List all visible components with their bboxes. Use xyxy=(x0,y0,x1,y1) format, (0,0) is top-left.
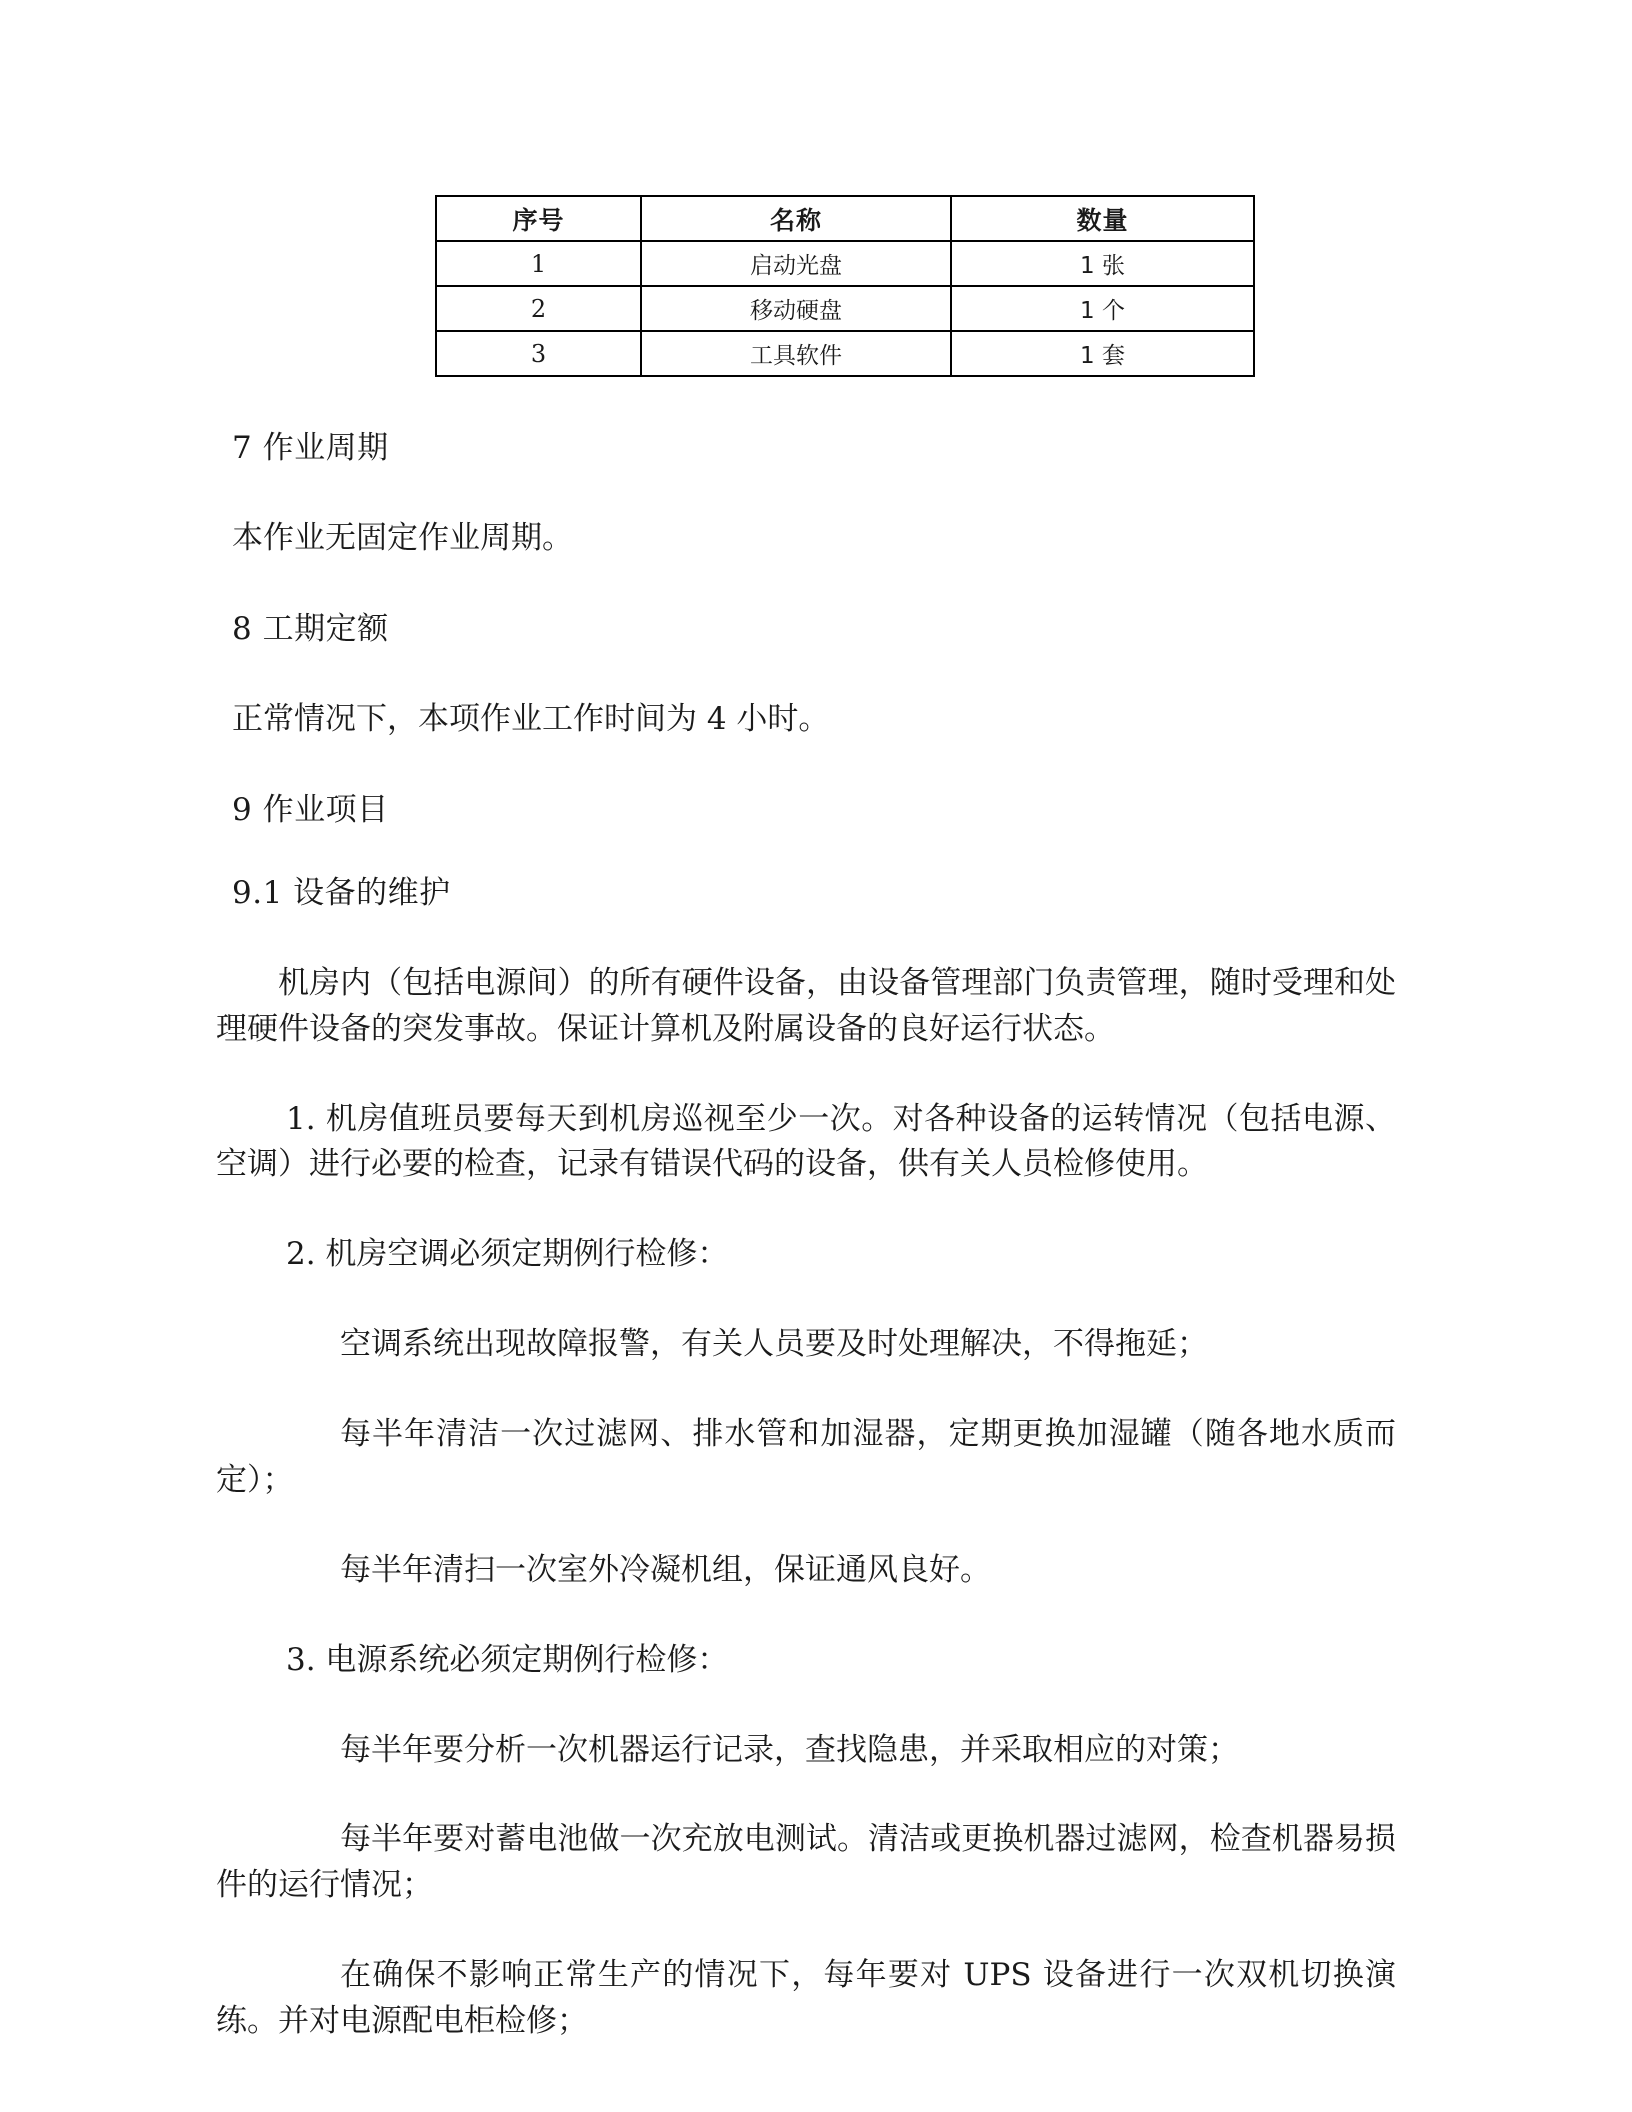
spacer xyxy=(216,562,1396,614)
spacer xyxy=(216,1909,1396,1953)
paragraph-section-7-body: 本作业无固定作业周期。 xyxy=(232,520,573,556)
cell-qty: 1 套 xyxy=(951,331,1254,376)
paragraph-9-1-intro: 机房内（包括电源间）的所有硬件设备，由设备管理部门负责管理，随时受理和处理硬件设备的突发事故。保证计算机及附属设备的良好运行状态。 xyxy=(216,964,1396,1047)
page-content xyxy=(216,0,1396,2045)
spacer xyxy=(216,645,1396,697)
list-item-3: 3. 电源系统必须定期例行检修： xyxy=(286,1641,729,1678)
cell-name: 移动硬盘 xyxy=(641,286,951,331)
table-row xyxy=(436,331,1254,376)
cell-no: 2 xyxy=(436,286,641,331)
list-item-1: 1. 机房值班员要每天到机房巡视至少一次。对各种设备的运转情况（包括电源、空调）进行必要的检查，记录有错误代码的设备，供有关人员检修使用。 xyxy=(216,1100,1396,1183)
spacer xyxy=(216,826,1396,878)
cell-no: 3 xyxy=(436,331,641,376)
column-header-no: 序号 xyxy=(436,196,641,241)
heading-section-8: 8 工期定额 xyxy=(232,610,389,647)
table-row xyxy=(436,286,1254,331)
table-header-row xyxy=(436,196,1254,241)
spacer xyxy=(216,1188,1396,1232)
spacer xyxy=(216,909,1396,961)
heading-section-9: 9 作业项目 xyxy=(232,791,389,828)
list-item-3-sub-2: 每半年要对蓄电池做一次充放电测试。清洁或更换机器过滤网，检查机器易损件的运行情况； xyxy=(216,1821,1396,1904)
spacer xyxy=(216,743,1396,795)
cell-qty: 1 张 xyxy=(951,241,1254,286)
spacer xyxy=(216,1278,1396,1322)
spacer xyxy=(216,1684,1396,1728)
heading-section-9-1: 9.1 设备的维护 xyxy=(232,874,451,911)
cell-qty: 1 个 xyxy=(951,286,1254,331)
column-header-qty: 数量 xyxy=(951,196,1254,241)
spacer xyxy=(216,464,1396,516)
materials-table-container xyxy=(216,0,1396,377)
spacer xyxy=(216,1594,1396,1638)
table-body xyxy=(436,241,1254,376)
cell-name: 工具软件 xyxy=(641,331,951,376)
list-item-3-sub-1: 每半年要分析一次机器运行记录，查找隐患，并采取相应的对策； xyxy=(340,1731,1239,1768)
heading-section-7: 7 作业周期 xyxy=(232,430,389,466)
list-item-3-sub-3: 在确保不影响正常生产的情况下，每年要对 UPS 设备进行一次双机切换演练。并对电源配电柜检修； xyxy=(216,1957,1396,2039)
paragraph-section-8-body: 正常情况下，本项作业工作时间为 4 小时。 xyxy=(232,700,830,737)
column-header-name: 名称 xyxy=(641,196,951,241)
spacer xyxy=(216,1504,1396,1548)
list-item-2-sub-1: 空调系统出现故障报警，有关人员要及时处理解决，不得拖延； xyxy=(340,1326,1208,1363)
cell-name: 启动光盘 xyxy=(641,241,951,286)
list-item-2-sub-3: 每半年清扫一次室外冷凝机组，保证通风良好。 xyxy=(340,1551,991,1588)
list-item-2-sub-2: 每半年清洁一次过滤网、排水管和加湿器，定期更换加湿罐（随各地水质而定）； xyxy=(216,1416,1396,1498)
spacer xyxy=(216,1773,1396,1817)
spacer xyxy=(216,1053,1396,1097)
table-row xyxy=(436,241,1254,286)
cell-no: 1 xyxy=(436,241,641,286)
spacer xyxy=(216,1368,1396,1412)
spacer xyxy=(216,377,1396,433)
table-header xyxy=(436,196,1254,241)
materials-table xyxy=(435,195,1255,377)
list-item-2: 2. 机房空调必须定期例行检修： xyxy=(286,1236,729,1273)
